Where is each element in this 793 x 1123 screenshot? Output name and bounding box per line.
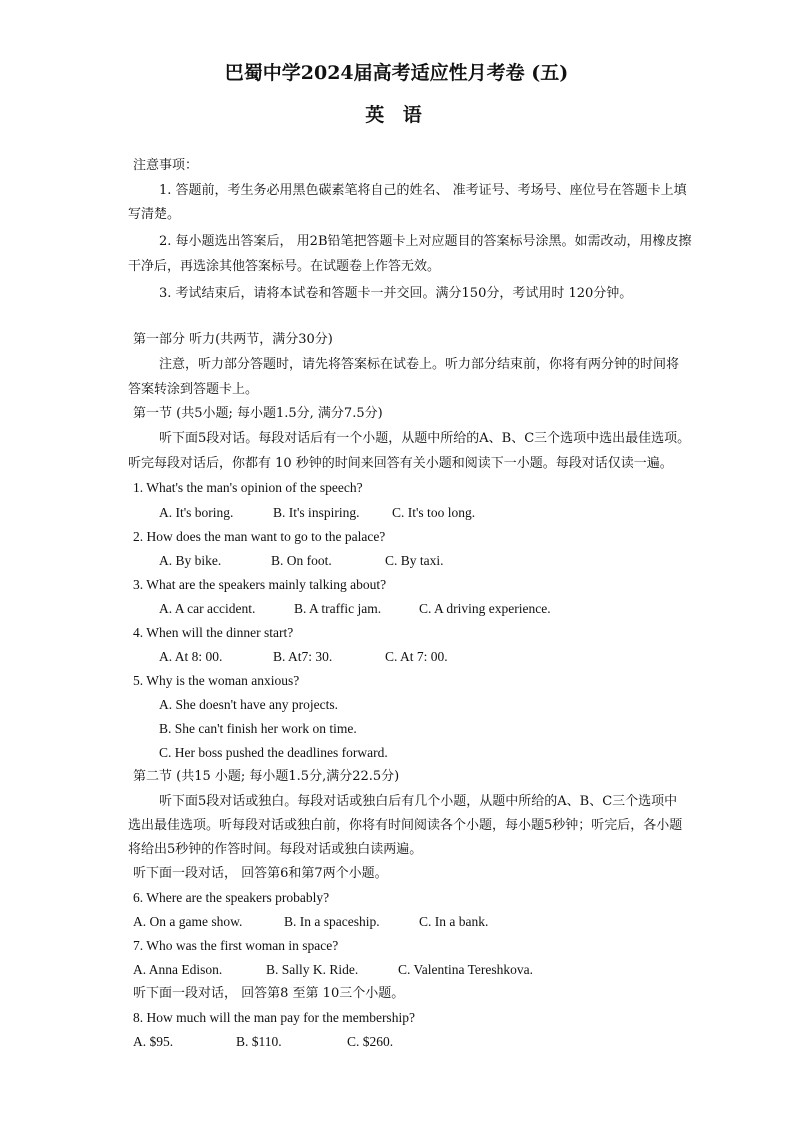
question-4-option-b: B. At7: 30. bbox=[273, 649, 333, 664]
question-2-option-c: C. By taxi. bbox=[385, 553, 444, 568]
question-1-option-b: B. It's inspiring. bbox=[273, 505, 360, 520]
question-6-option-c: C. In a bank. bbox=[419, 914, 489, 929]
question-3: 3. What are the speakers mainly talking about? bbox=[133, 577, 387, 592]
question-8: 8. How much will the man pay for the membership? bbox=[133, 1010, 415, 1025]
dialogue-lead-1: 听下面一段对话， 回答第6和第7两个小题。 bbox=[133, 866, 388, 881]
notice-item-3: 3. 考试结束后，请将本试卷和答题卡一并交回。满分150分，考试用时 120分钟。 bbox=[159, 286, 633, 301]
question-2: 2. How does the man want to go to the palace? bbox=[133, 529, 386, 544]
notice-item-1-cont: 写清楚。 bbox=[128, 207, 181, 222]
section2-heading: 第二节 (共15 小题; 每小题1.5分,满分22.5分) bbox=[133, 769, 400, 784]
question-1-option-c: C. It's too long. bbox=[392, 505, 476, 520]
question-7-option-b: B. Sally K. Ride. bbox=[266, 962, 359, 977]
question-2-option-b: B. On foot. bbox=[271, 553, 332, 568]
notice-item-2: 2. 每小题选出答案后， 用2B铅笔把答题卡上对应题目的答案标号涂黑。如需改动，用橡皮擦 bbox=[159, 234, 692, 249]
question-3-option-b: B. A traffic jam. bbox=[294, 601, 382, 616]
question-5-option-c: C. Her boss pushed the deadlines forward. bbox=[159, 745, 388, 760]
question-3-option-c: C. A driving experience. bbox=[419, 601, 551, 616]
section2-instructions-cont-2: 将给出5秒钟的作答时间。每段对话或独白读两遍。 bbox=[128, 842, 423, 857]
part1-note-cont: 答案转涂到答题卡上。 bbox=[128, 382, 259, 397]
notice-item-2-cont: 干净后，再选涂其他答案标号。在试题卷上作答无效。 bbox=[128, 259, 441, 274]
notice-item-1: 1. 答题前，考生务必用黑色碳素笔将自己的姓名、 准考证号、考场号、座位号在答题卡上填 bbox=[159, 183, 687, 198]
part1-heading: 第一部分 听力(共两节，满分30分) bbox=[133, 332, 333, 347]
question-4-option-c: C. At 7: 00. bbox=[385, 649, 448, 664]
section1-heading: 第一节 (共5小题; 每小题1.5分, 满分7.5分) bbox=[133, 406, 383, 421]
question-5-option-b: B. She can't finish her work on time. bbox=[159, 721, 357, 736]
part1-note: 注意，听力部分答题时，请先将答案标在试卷上。听力部分结束前，你将有两分钟的时间将 bbox=[159, 357, 680, 372]
question-7-option-c: C. Valentina Tereshkova. bbox=[398, 962, 534, 977]
question-3-option-a: A. A car accident. bbox=[159, 601, 256, 616]
question-6-option-a: A. On a game show. bbox=[133, 914, 243, 929]
section1-instructions-cont: 听完每段对话后，你都有 10 秒钟的时间来回答有关小题和阅读下一小题。每段对话仅读一遍。 bbox=[128, 456, 673, 471]
question-7: 7. Who was the first woman in space? bbox=[133, 938, 339, 953]
exam-title: 巴蜀中学2024届高考适应性月考卷 (五) bbox=[224, 62, 569, 84]
exam-subject: 英 语 bbox=[365, 104, 428, 126]
question-6: 6. Where are the speakers probably? bbox=[133, 890, 330, 905]
question-1-option-a: A. It's boring. bbox=[159, 505, 234, 520]
question-5-option-a: A. She doesn't have any projects. bbox=[159, 697, 339, 712]
question-8-option-c: C. $260. bbox=[347, 1034, 394, 1049]
question-8-option-b: B. $110. bbox=[236, 1034, 282, 1049]
section1-instructions: 听下面5段对话。每段对话后有一个小题，从题中所给的A、B、C三个选项中选出最佳选项。 bbox=[159, 431, 691, 446]
question-6-option-b: B. In a spaceship. bbox=[284, 914, 380, 929]
section2-instructions-cont-1: 选出最佳选项。听每段对话或独白前，你将有时间阅读各个小题，每小题5秒钟；听完后，各小题 bbox=[128, 818, 683, 833]
question-1: 1. What's the man's opinion of the speech? bbox=[133, 480, 363, 495]
section2-instructions: 听下面5段对话或独白。每段对话或独白后有几个小题，从题中所给的A、B、C三个选项中 bbox=[159, 794, 678, 809]
question-8-option-a: A. $95. bbox=[133, 1034, 174, 1049]
question-2-option-a: A. By bike. bbox=[159, 553, 222, 568]
question-4-option-a: A. At 8: 00. bbox=[159, 649, 223, 664]
question-7-option-a: A. Anna Edison. bbox=[133, 962, 223, 977]
question-4: 4. When will the dinner start? bbox=[133, 625, 294, 640]
question-5: 5. Why is the woman anxious? bbox=[133, 673, 300, 688]
dialogue-lead-2: 听下面一段对话， 回答第8 至第 10三个小题。 bbox=[133, 986, 405, 1001]
notice-heading: 注意事项： bbox=[133, 158, 199, 173]
